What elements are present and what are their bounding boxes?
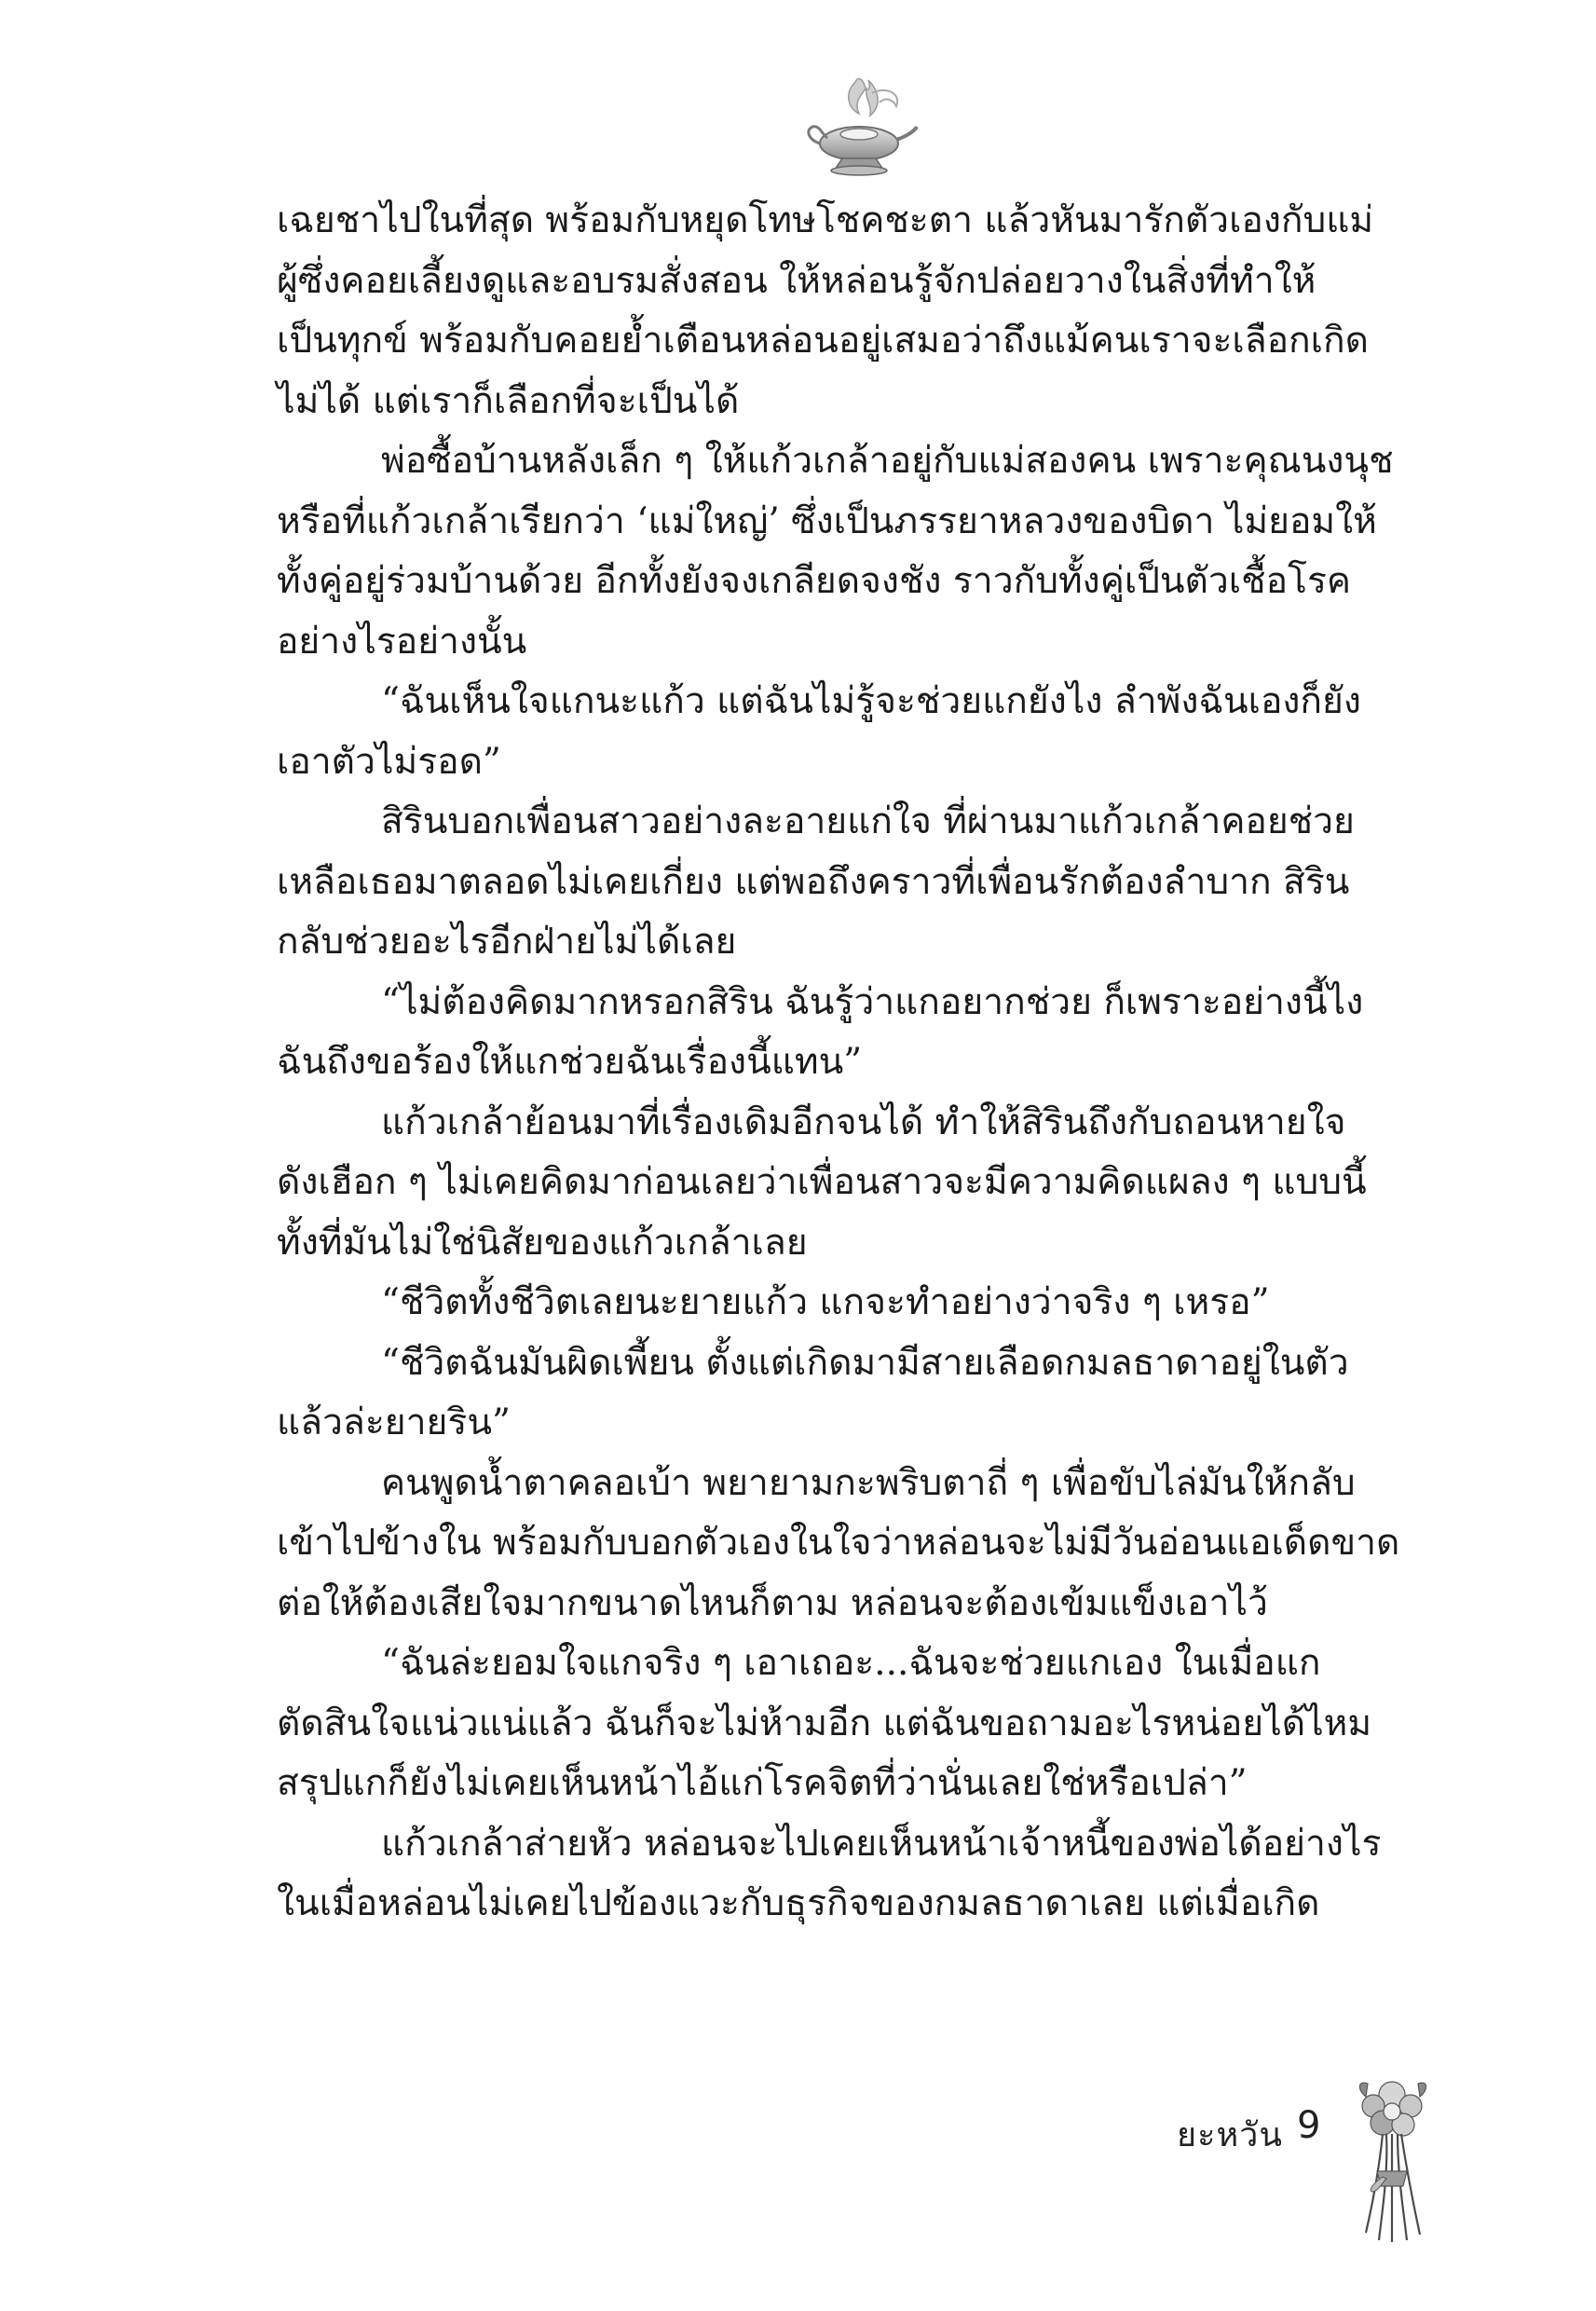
text-line: ในเมื่อหล่อนไม่เคยไปข้องแวะกับธุรกิจของกมลธาดาเลย แต่เมื่อเกิด [277, 1882, 1320, 1924]
text-line: สรุปแกก็ยังไม่เคยเห็นหน้าไอ้แก่โรคจิตที่ว่านั่นเลยใช่หรือเปล่า” [277, 1762, 1248, 1804]
running-footer-title: ยะหวัน [1177, 2116, 1283, 2154]
text-line: ทั้งคู่อยู่ร่วมบ้านด้วย อีกทั้งยังจงเกลียดจงชัง ราวกับทั้งคู่เป็นตัวเชื้อโรค [277, 560, 1351, 602]
paragraph [277, 191, 1430, 431]
text-line: หรือที่แก้วเกล้าเรียกว่า ‘แม่ใหญ่’ ซึ่งเป็นภรรยาหลวงของบิดา ไม่ยอมให้ [277, 499, 1377, 542]
paragraph [277, 1093, 1430, 1274]
text-line: ผู้ซึ่งคอยเลี้ยงดูและอบรมสั่งสอน ให้หล่อนรู้จักปล่อยวางในสิ่งที่ทำให้ [277, 259, 1316, 302]
text-line: แก้วเกล้าส่ายหัว หล่อนจะไปเคยเห็นหน้าเจ้าหนี้ของพ่อได้อย่างไร [381, 1822, 1382, 1865]
text-line: ดังเฮือก ๆ ไม่เคยคิดมาก่อนเลยว่าเพื่อนสาวจะมีความคิดแผลง ๆ แบบนี้ [277, 1161, 1367, 1203]
text-line: ไม่ได้ แต่เราก็เลือกที่จะเป็นได้ [277, 379, 740, 422]
text-line: อย่างไรอย่างนั้น [277, 620, 527, 663]
paragraph [277, 792, 1430, 973]
text-line: ฉันถึงขอร้องให้แกช่วยฉันเรื่องนี้แทน” [277, 1041, 863, 1083]
paragraph [277, 1333, 1430, 1454]
text-line: ทั้งที่มันไม่ใช่นิสัยของแก้วเกล้าเลย [277, 1221, 808, 1264]
text-line: “ชีวิตฉันมันผิดเพี้ยน ตั้งแต่เกิดมามีสายเลือดกมลธาดาอยู่ในตัว [381, 1341, 1349, 1384]
paragraph [277, 973, 1430, 1093]
paragraph [277, 1454, 1430, 1634]
text-line: “ฉันเห็นใจแกนะแก้ว แต่ฉันไม่รู้จะช่วยแกยังไง ลำพังฉันเองก็ยัง [381, 680, 1361, 722]
text-line: เข้าไปข้างใน พร้อมกับบอกตัวเองในใจว่าหล่อนจะไม่มีวันอ่อนแอเด็ดขาด [277, 1522, 1400, 1564]
paragraph [277, 431, 1430, 672]
story-text [277, 191, 1430, 1935]
text-line: เป็นทุกข์ พร้อมกับคอยย้ำเตือนหล่อนอยู่เสมอว่าถึงแม้คนเราจะเลือกเกิด [277, 320, 1369, 362]
text-line: “ไม่ต้องคิดมากหรอกสิริน ฉันรู้ว่าแกอยากช่วย ก็เพราะอย่างนี้ไง [381, 980, 1364, 1023]
paragraph [277, 672, 1430, 792]
paragraph [277, 1273, 1430, 1333]
text-line: เฉยชาไปในที่สุด พร้อมกับหยุดโทษโชคชะตา แล้วหันมารักตัวเองกับแม่ [277, 199, 1374, 241]
text-line: ต่อให้ต้องเสียใจมากขนาดไหนก็ตาม หล่อนจะต้องเข้มแข็งเอาไว้ [277, 1581, 1268, 1624]
text-line: แล้วล่ะยายริน” [277, 1402, 511, 1443]
text-line: “ชีวิตทั้งชีวิตเลยนะยายแก้ว แกจะทำอย่างว่าจริง ๆ เหรอ” [381, 1281, 1270, 1323]
oil-lamp-emblem-icon [799, 65, 921, 196]
text-line: กลับช่วยอะไรอีกฝ่ายไม่ได้เลย [277, 921, 737, 963]
text-line: แก้วเกล้าย้อนมาที่เรื่องเดิมอีกจนได้ ทำให้สิรินถึงกับถอนหายใจ [381, 1101, 1346, 1143]
text-line: ตัดสินใจแน่วแน่แล้ว ฉันก็จะไม่ห้ามอีก แต่ฉันขอถามอะไรหน่อยได้ไหม [277, 1702, 1372, 1744]
page-number: 9 [1297, 2104, 1321, 2147]
text-line: พ่อซื้อบ้านหลังเล็ก ๆ ให้แก้วเกล้าอยู่กับแม่สองคน เพราะคุณนงนุช [381, 440, 1394, 482]
text-line: คนพูดน้ำตาคลอเบ้า พยายามกะพริบตาถี่ ๆ เพื่อขับไล่มันให้กลับ [381, 1461, 1356, 1504]
paragraph [277, 1634, 1430, 1814]
text-line: เอาตัวไม่รอด” [277, 740, 501, 783]
flower-bouquet-icon [1345, 2069, 1439, 2246]
text-line: เหลือเธอมาตลอดไม่เคยเกี่ยง แต่พอถึงคราวที่เพื่อนรักต้องลำบาก สิริน [277, 860, 1350, 903]
paragraph [277, 1814, 1430, 1935]
text-line: สิรินบอกเพื่อนสาวอย่างละอายแก่ใจ ที่ผ่านมาแก้วเกล้าคอยช่วย [381, 800, 1355, 842]
text-line: “ฉันล่ะยอมใจแกจริง ๆ เอาเถอะ...ฉันจะช่วยแกเอง ในเมื่อแก [381, 1642, 1321, 1684]
